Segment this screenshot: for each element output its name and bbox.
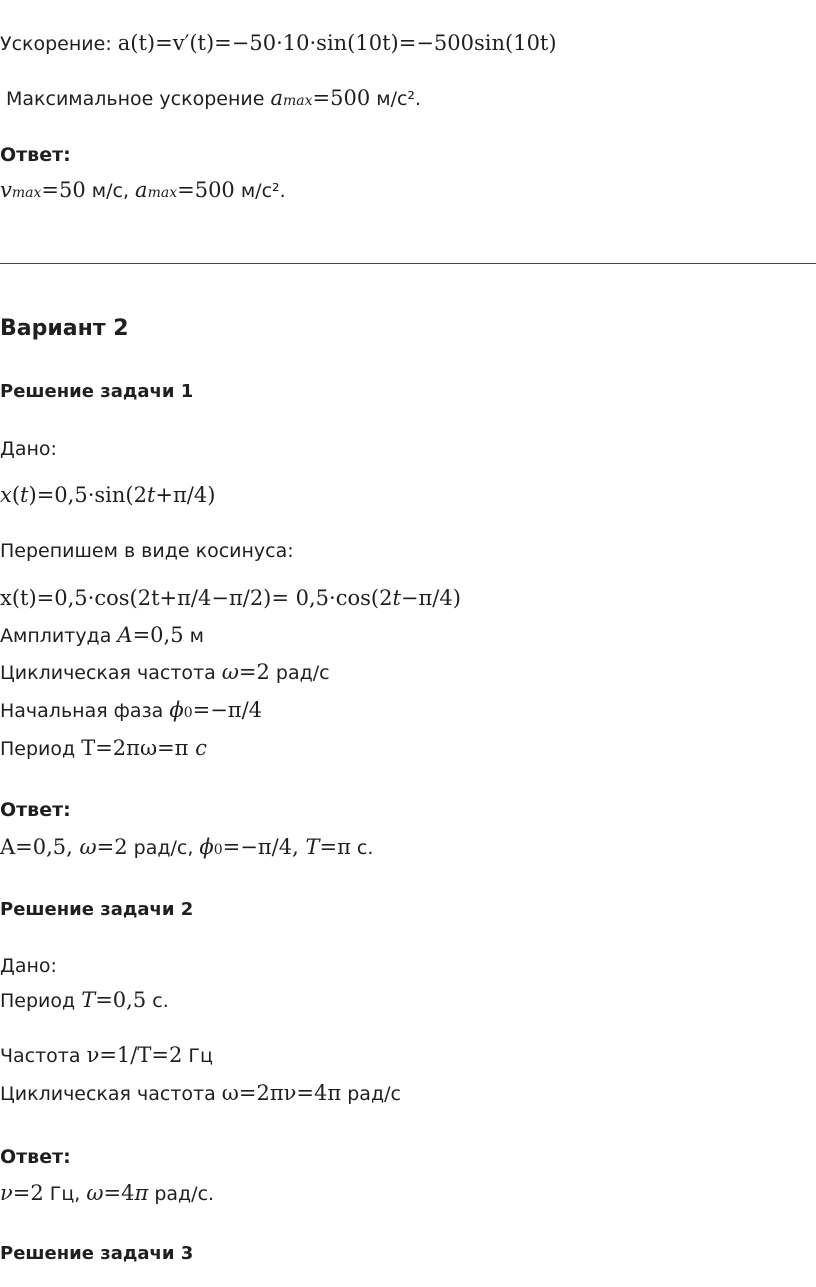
answer-phi-value: =−π/4,	[222, 835, 306, 859]
amplitude-label: Амплитуда	[0, 625, 118, 647]
t-symbol-2: t	[146, 483, 156, 507]
task2-answer-line	[0, 1180, 214, 1207]
frequency-formula: ν=1/T=2	[86, 1043, 183, 1067]
period-label: Период	[0, 738, 82, 760]
task1-answer-label: Ответ:	[0, 799, 71, 821]
cyclic-frequency-label: Циклическая частота	[0, 1083, 222, 1105]
omega-line	[0, 659, 330, 686]
amplitude-unit: м	[183, 625, 204, 647]
task2-period-label: Период	[0, 990, 82, 1012]
period-formula: T=2πω=π	[81, 736, 196, 760]
answer-omega-symbol: ω	[79, 835, 97, 859]
v-max-subscript: max	[11, 185, 42, 201]
omega-symbol: ω	[221, 660, 239, 684]
section-divider	[0, 263, 816, 264]
ms2-unit-answer: м/с².	[234, 180, 286, 202]
answer-T-unit: с.	[350, 837, 374, 859]
task1-given-formula: x(t)=0,5·sin(2t+π/4)	[0, 483, 216, 507]
cyclic-frequency-unit: рад/с	[341, 1083, 401, 1105]
answer-omega2-unit: рад/с.	[148, 1183, 215, 1205]
answer-T-value: =π	[319, 835, 351, 859]
x-symbol: x	[0, 483, 12, 507]
task2-answer-label: Ответ:	[0, 1146, 71, 1168]
omega-label: Циклическая частота	[0, 662, 222, 684]
phase-value: =−π/4	[192, 698, 263, 722]
ms2-unit: м/с².	[370, 88, 422, 110]
answer-omega2-value: =4	[103, 1181, 135, 1205]
a-symbol: a	[270, 86, 283, 110]
v-symbol: v	[0, 178, 12, 202]
a-max-subscript: max	[147, 185, 178, 201]
cos-formula-b: −π/4)	[400, 586, 461, 610]
answer-omega-unit: рад/с,	[127, 837, 200, 859]
max-acceleration-line	[6, 85, 421, 114]
formula-end: +π/4)	[155, 483, 216, 507]
frequency-unit: Гц	[182, 1045, 213, 1067]
max-acceleration-label: Максимальное ускорение	[6, 88, 271, 110]
variant-title: Вариант 2	[0, 316, 129, 341]
task1-given-label: Дано:	[0, 438, 57, 460]
phase-label: Начальная фаза	[0, 700, 170, 722]
rewrite-label: Перепишем в виде косинуса:	[0, 540, 294, 562]
frequency-label: Частота	[0, 1045, 87, 1067]
task2-given-label: Дано:	[0, 955, 57, 977]
task2-period-value: =0,5	[95, 988, 147, 1012]
period-unit: с	[195, 736, 207, 760]
answer-phi-subscript: 0	[213, 842, 223, 858]
cos-formula	[0, 585, 461, 611]
omega-value: =2	[238, 660, 270, 684]
cyclic-frequency-line	[0, 1080, 401, 1107]
max-acceleration-value: =500	[312, 86, 371, 110]
answer-omega2-symbol: ω	[86, 1181, 104, 1205]
max-subscript: max	[282, 93, 313, 109]
cyclic-frequency-formula: ω=2πν=4π	[221, 1081, 342, 1105]
task2-period-unit: с.	[146, 990, 169, 1012]
task2-heading: Решение задачи 2	[0, 899, 194, 920]
t-symbol-cos: t	[392, 586, 401, 610]
task2-period-line	[0, 987, 169, 1014]
phi-symbol: ϕ	[169, 698, 184, 722]
phase-line	[0, 697, 262, 726]
answer-phi-symbol: ϕ	[199, 835, 214, 859]
acceleration-line	[0, 30, 557, 57]
t-symbol: t	[20, 483, 29, 507]
answer-label-top: Ответ:	[0, 144, 71, 166]
task3-heading: Решение задачи 3	[0, 1243, 194, 1264]
answer-nu-symbol: ν	[0, 1181, 13, 1205]
amplitude-symbol: A	[117, 623, 133, 647]
phi-subscript: 0	[183, 705, 193, 721]
task1-answer-line	[0, 834, 373, 863]
answer-line-top	[0, 177, 286, 206]
frequency-line	[0, 1042, 213, 1069]
omega-unit: рад/с	[269, 662, 330, 684]
task1-heading: Решение задачи 1	[0, 381, 194, 402]
a-value: =500	[177, 178, 235, 202]
period-line	[0, 735, 207, 762]
amplitude-line	[0, 622, 204, 649]
cos-formula-a: x(t)=0,5·cos(2t+π/4−π/2)= 0,5·cos(2	[0, 586, 393, 610]
ms-unit: м/с,	[85, 180, 136, 202]
a-symbol-answer: a	[135, 178, 148, 202]
acceleration-formula: a(t)=v′(t)=−50·10·sin(10t)=−500sin(10t)	[117, 31, 557, 55]
answer-amplitude: A=0,5,	[0, 835, 80, 859]
amplitude-value: =0,5	[132, 623, 184, 647]
answer-T-symbol: T	[305, 835, 320, 859]
v-value: =50	[41, 178, 86, 202]
answer-omega-value: =2	[96, 835, 128, 859]
formula-mid: =0,5·sin(2	[36, 483, 147, 507]
answer-nu-value: =2	[12, 1181, 44, 1205]
answer-nu-unit: Гц,	[43, 1183, 87, 1205]
answer-pi-symbol: π	[134, 1181, 149, 1205]
task2-T-symbol: T	[81, 988, 96, 1012]
acceleration-label: Ускорение:	[0, 33, 118, 55]
